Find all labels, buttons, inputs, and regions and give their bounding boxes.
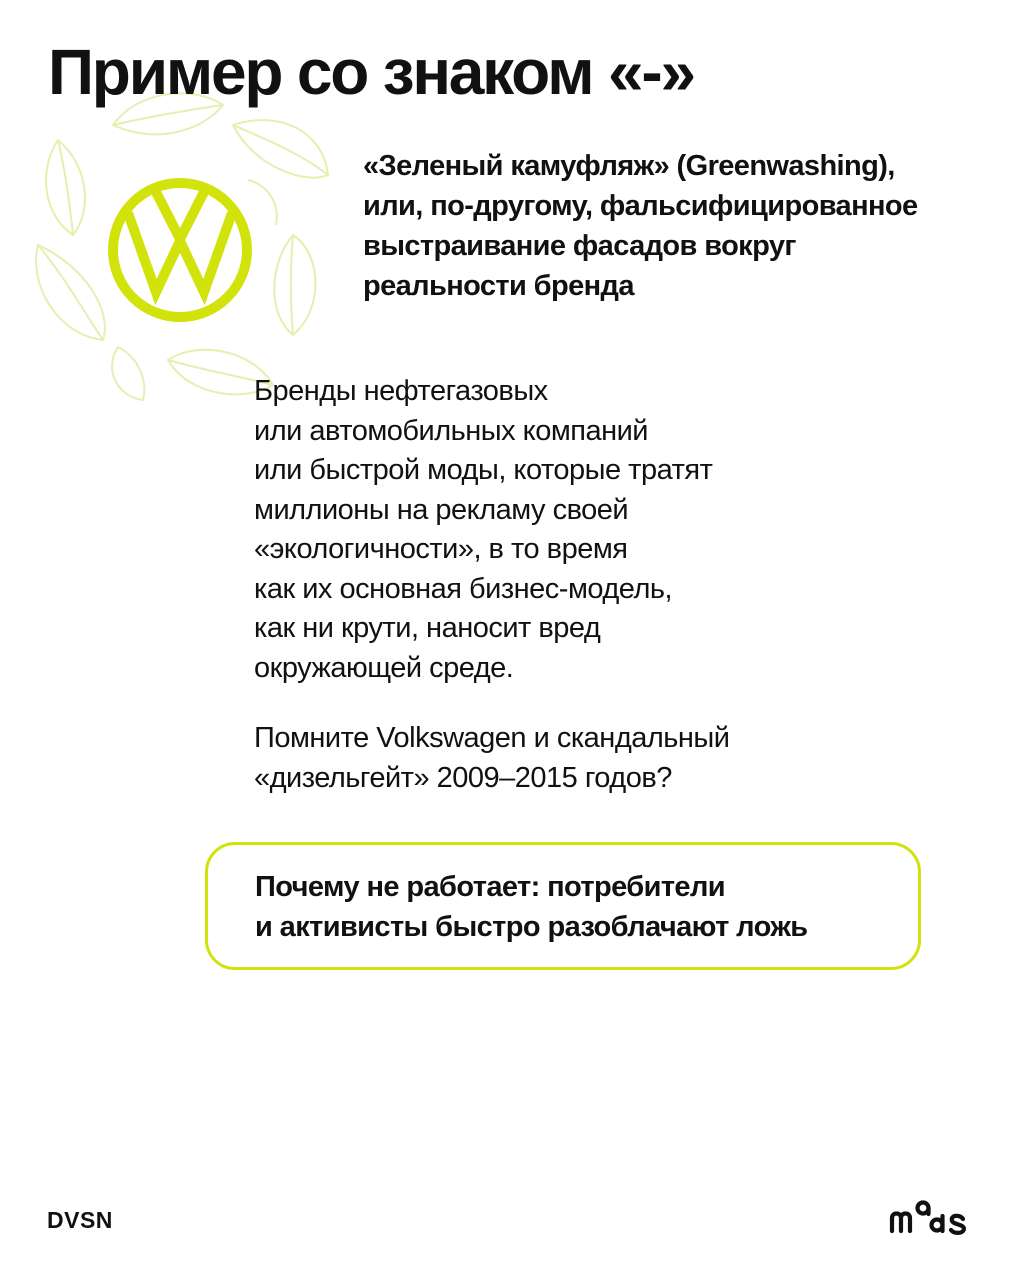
dieselgate-paragraph	[254, 719, 894, 798]
page-title: Пример со знаком «-»	[48, 36, 694, 108]
volkswagen-logo-icon	[105, 175, 255, 325]
greenwashing-definition	[363, 146, 1003, 306]
paragraph-line: «экологичности», в то время	[254, 533, 628, 565]
definition-line: или, по-другому, фальсифицированное	[363, 190, 918, 222]
definition-line: «Зеленый камуфляж» (Greenwashing),	[363, 150, 895, 182]
mads-logo-icon	[888, 1198, 974, 1238]
paragraph-line: или автомобильных компаний	[254, 414, 649, 447]
paragraph-line: Бренды нефтегазовых	[254, 375, 548, 407]
callout-line: Почему не работает: потребители	[255, 871, 726, 903]
definition-line: реальности бренда	[363, 270, 634, 302]
paragraph-line: как их основная бизнес-модель,	[254, 572, 673, 605]
paragraph-line: Помните Volkswagen и скандальный	[254, 722, 730, 754]
paragraph-line: как ни крути, наносит вред	[254, 612, 601, 644]
paragraph-line: окружающей среде.	[254, 651, 514, 684]
paragraph-line: или быстрой моды, которые тратят	[254, 454, 713, 486]
why-it-fails-callout	[205, 842, 921, 970]
brands-paragraph	[254, 372, 874, 688]
callout-text	[255, 867, 918, 947]
definition-line: выстраивание фасадов вокруг	[363, 230, 796, 262]
dvsn-footer-label: DVSN	[47, 1207, 113, 1233]
callout-line: и активисты быстро разоблачают ложь	[255, 911, 808, 943]
paragraph-line: миллионы на рекламу своей	[254, 493, 629, 526]
paragraph-line: «дизельгейт» 2009–2015 годов?	[254, 761, 672, 794]
